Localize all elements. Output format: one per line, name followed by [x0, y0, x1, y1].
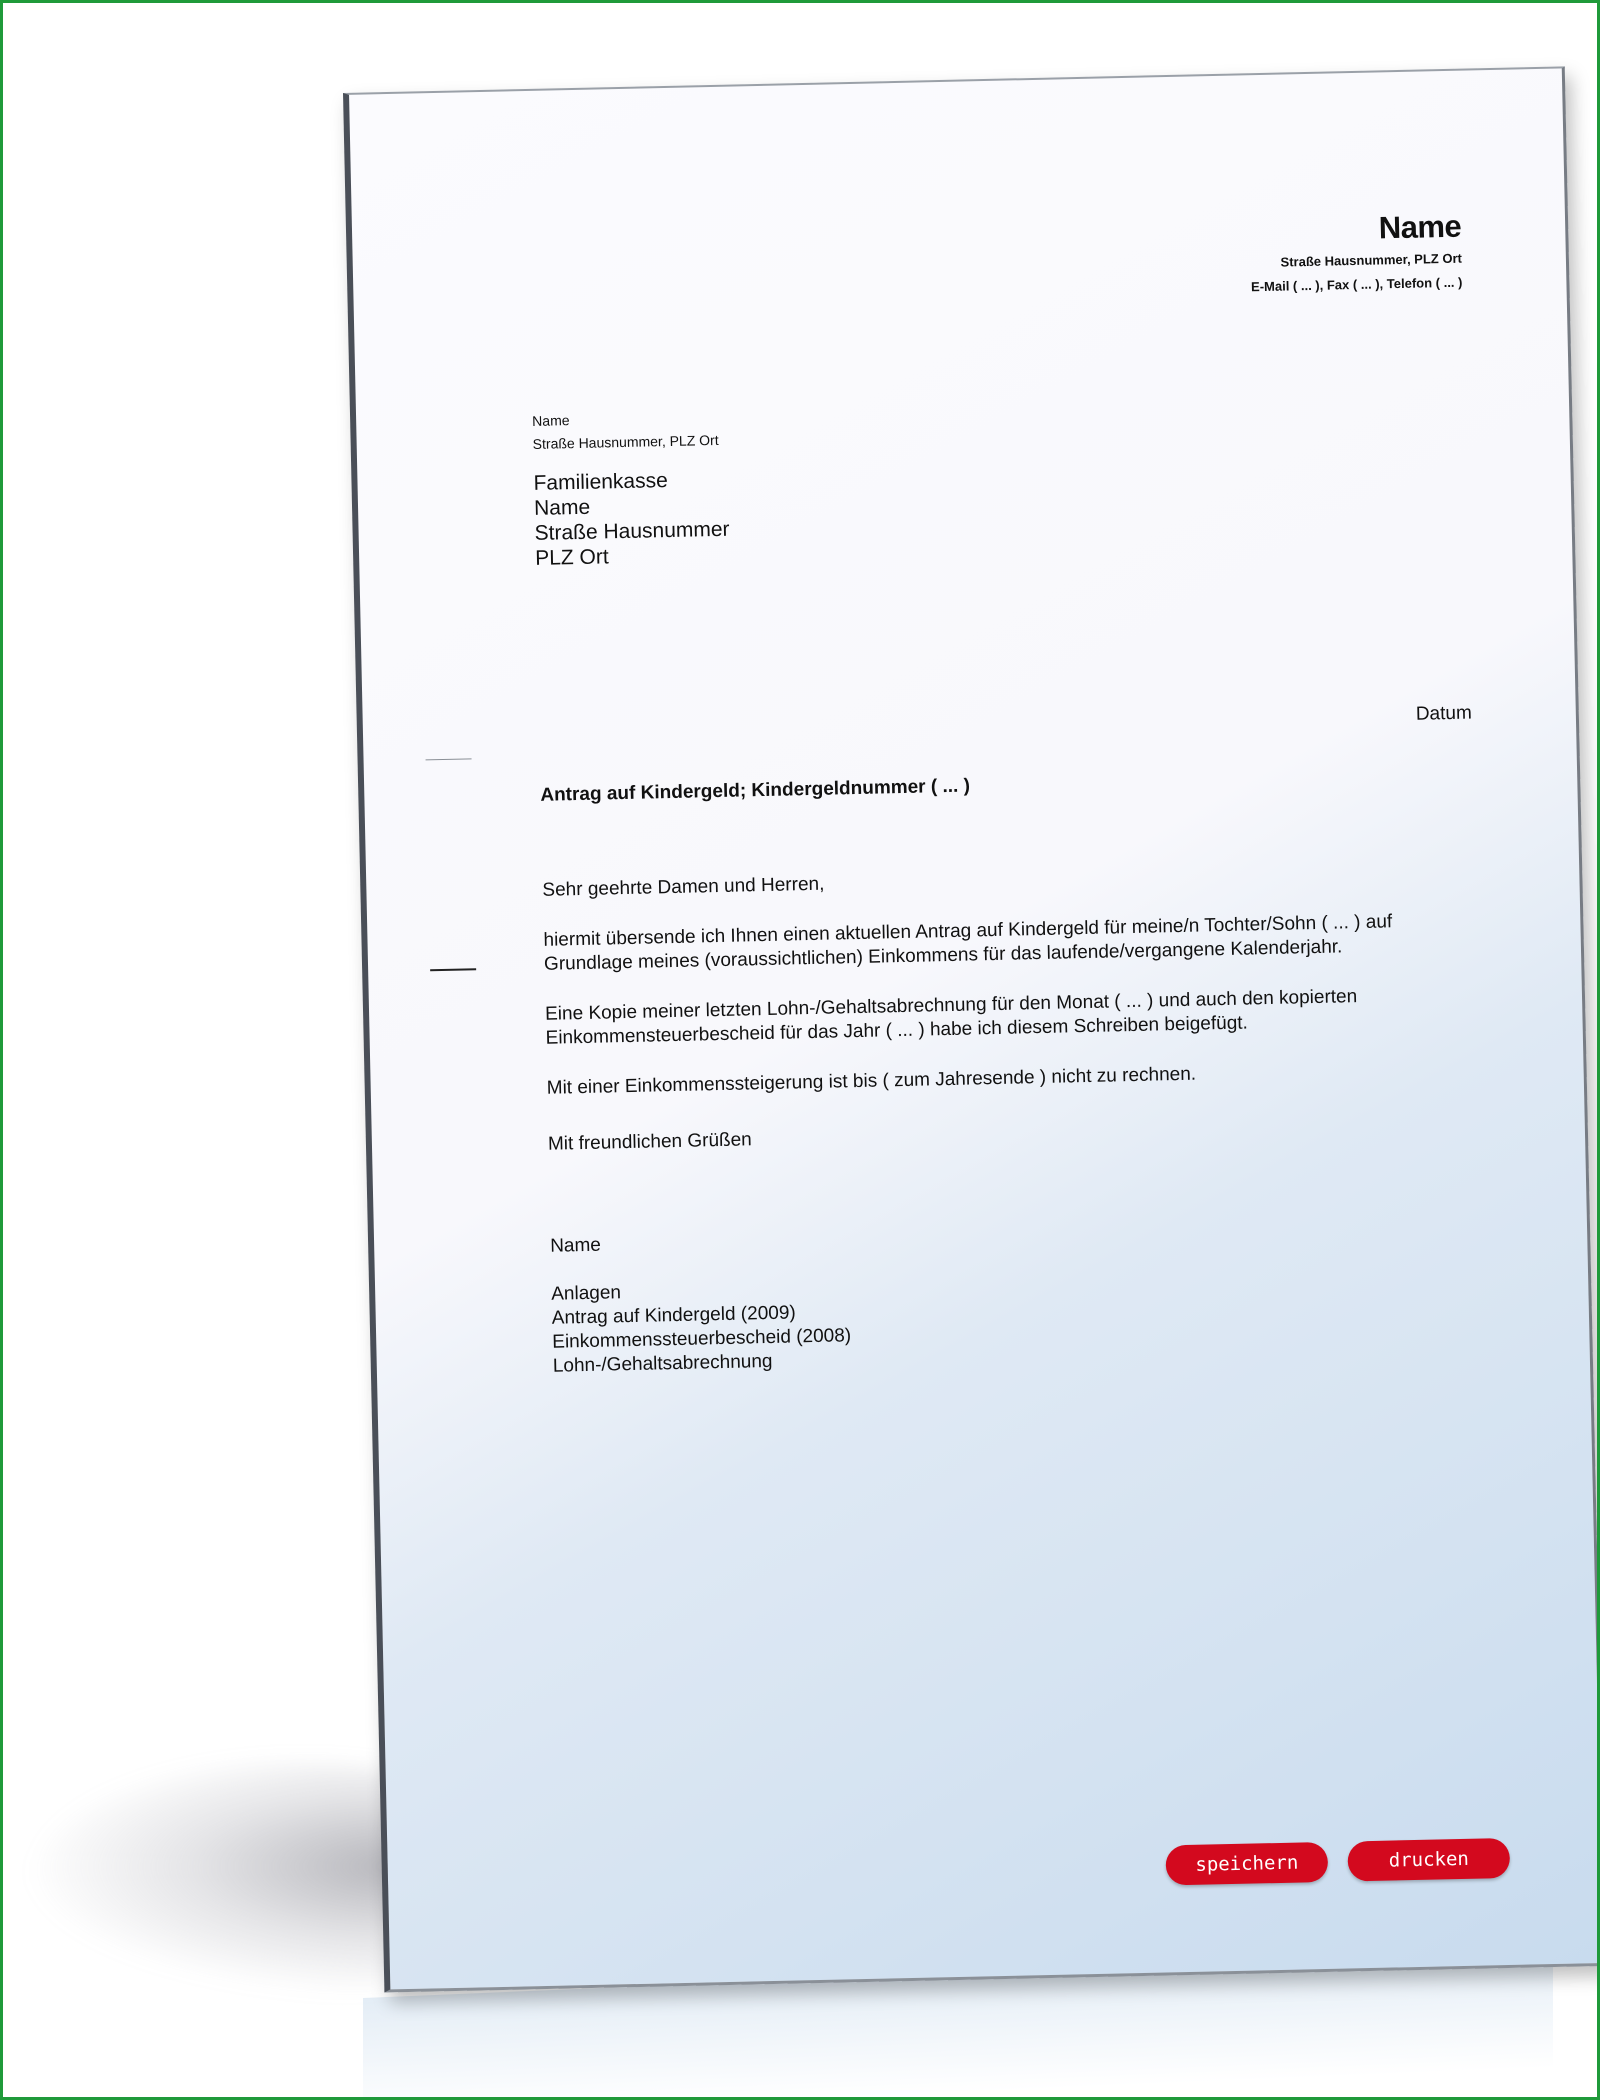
salutation: Sehr geehrte Damen und Herren,: [542, 873, 825, 901]
body-paragraph-1: hiermit übersende ich Ihnen einen aktuellen Antrag auf Kindergeld für meine/n Tochter/Sohn ( ... ) auf Grundlage meines (voraussichtlichen) Einkommens für das laufende/vergangene Kalenderjahr.: [543, 911, 1393, 975]
sender-address: Straße Hausnummer, PLZ Ort: [1280, 250, 1463, 270]
body-paragraph-2: Eine Kopie meiner letzten Lohn-/Gehaltsabrechnung für den Monat ( ... ) und auch den kopierten Einkommensteuerbescheid für das Jahr ( ... ) habe ich diesem Schreiben beigefügt.: [544, 986, 1358, 1049]
letter-subject: Antrag auf Kindergeld; Kindergeldnummer ( ... ): [540, 775, 971, 806]
body-paragraph-3: Mit einer Einkommenssteigerung ist bis ( zum Jahresende ) nicht zu rechnen.: [546, 1063, 1197, 1099]
recipient-line-1: Familienkasse: [533, 469, 669, 495]
attachments-heading: Anlagen: [551, 1282, 622, 1305]
save-button[interactable]: speichern: [1165, 1842, 1328, 1886]
return-address-name: Name: [532, 412, 570, 429]
print-button[interactable]: drucken: [1347, 1838, 1510, 1882]
attachments-list: [551, 1263, 1453, 1379]
sender-contact: E-Mail ( ... ), Fax ( ... ), Telefon ( ... ): [1250, 274, 1463, 295]
sender-name: Name: [1378, 208, 1462, 246]
attachment-item: Einkommenssteuerbescheid (2008): [552, 1325, 852, 1353]
return-address-street: Straße Hausnummer, PLZ Ort: [532, 431, 719, 452]
attachment-item: Antrag auf Kindergeld (2009): [551, 1302, 796, 1329]
letter-date: Datum: [1415, 702, 1473, 725]
document-page: [343, 66, 1600, 1992]
recipient-address: [533, 467, 730, 571]
recipient-line-3: Straße Hausnummer: [534, 517, 730, 545]
attachment-item: Lohn-/Gehaltsabrechnung: [552, 1350, 773, 1377]
document-page-wrapper: [343, 66, 1600, 1992]
fold-mark-top: [426, 758, 472, 760]
letterhead: [1249, 207, 1462, 300]
signature-name: Name: [549, 1234, 602, 1257]
recipient-line-2: Name: [533, 495, 591, 520]
punch-mark: [430, 968, 476, 971]
recipient-line-4: PLZ Ort: [534, 545, 609, 570]
closing: Mit freundlichen Grüßen: [547, 1129, 752, 1155]
